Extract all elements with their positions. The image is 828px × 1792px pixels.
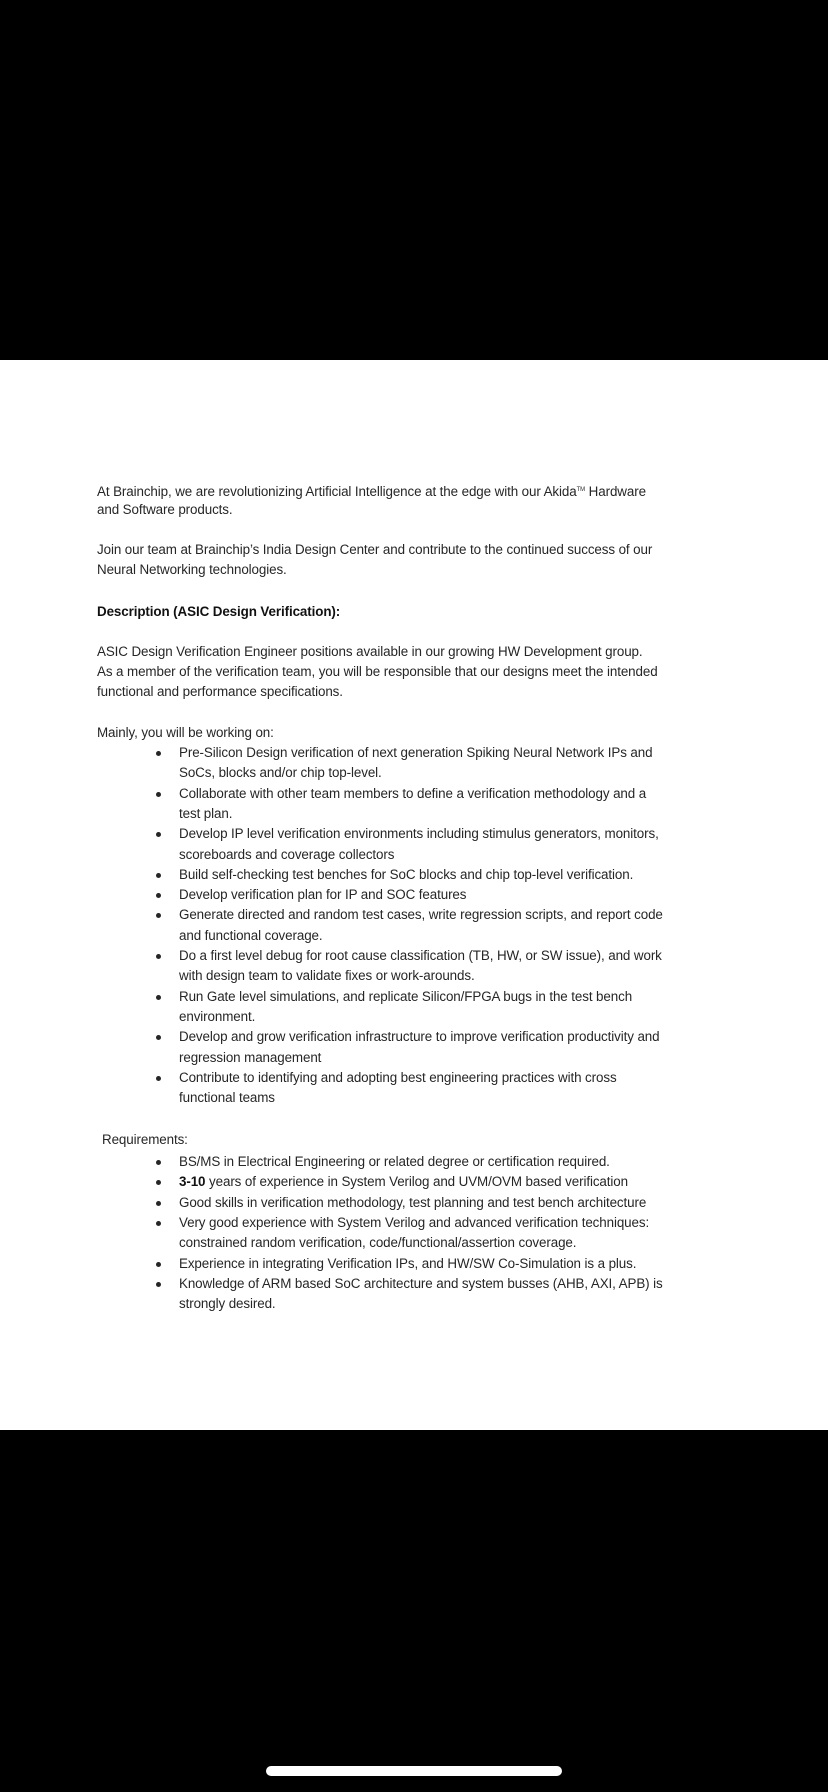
- list-item-text: Experience in integrating Verification IPs, and HW/SW Co-Simulation is a plus.: [179, 1255, 637, 1271]
- list-item-text: Very good experience with System Verilog and advanced verification techniques:: [179, 1214, 650, 1230]
- list-item-text: environment.: [179, 1008, 256, 1024]
- bullet-icon: [156, 954, 161, 959]
- list-item-line: [179, 946, 662, 966]
- list-item-text: Build self-checking test benches for SoC blocks and chip top-level verification.: [179, 866, 634, 882]
- bullet-icon: [156, 873, 161, 878]
- description-line-2: As a member of the verification team, you will be responsible that our designs meet the intended: [97, 664, 658, 679]
- list-item-text: SoCs, blocks and/or chip top-level.: [179, 765, 382, 781]
- bullet-icon: [156, 893, 161, 898]
- list-item-text: Generate directed and random test cases, write regression scripts, and report code: [179, 907, 663, 923]
- bullet-icon: [156, 1076, 161, 1081]
- bullet-icon: [156, 1160, 161, 1165]
- list-item-line: [179, 966, 475, 986]
- list-item-line: [179, 1213, 649, 1233]
- list-item-text: BS/MS in Electrical Engineering or related degree or certification required.: [179, 1154, 610, 1169]
- list-item-text: Contribute to identifying and adopting best engineering practices with cross: [179, 1069, 617, 1085]
- list-item-line: [179, 885, 466, 905]
- list-item-text: with design team to validate fixes or work-arounds.: [179, 968, 475, 984]
- list-item-line: [179, 865, 633, 885]
- list-item-line: [179, 1048, 321, 1068]
- bold-prefix: 3-10: [179, 1174, 206, 1190]
- bullet-icon: [156, 1035, 161, 1040]
- home-indicator[interactable]: [266, 1766, 562, 1776]
- description-line-1: ASIC Design Verification Engineer positions available in our growing HW Development group.: [97, 644, 643, 659]
- bullet-icon: [156, 995, 161, 1000]
- list-item-line: [179, 1172, 628, 1192]
- top-black-bar: [0, 0, 828, 360]
- list-item-text: Run Gate level simulations, and replicate Silicon/FPGA bugs in the test bench: [179, 988, 633, 1004]
- intro-line-2: and Software products.: [97, 502, 233, 517]
- list-item-line: [179, 1088, 275, 1108]
- list-item-text: years of experience in System Verilog and UVM/OVM based verification: [205, 1174, 628, 1190]
- list-item-text: Good skills in verification methodology, test planning and test bench architecture: [179, 1194, 647, 1210]
- list-item-line: [179, 1193, 646, 1213]
- list-item-text: regression management: [179, 1049, 322, 1065]
- bullet-icon: [156, 832, 161, 837]
- join-line-1: Join our team at Brainchip’s India Design Center and contribute to the continued success of our: [97, 542, 653, 557]
- bullet-icon: [156, 1201, 161, 1206]
- list-item-line: [179, 1152, 610, 1172]
- list-item-text: test plan.: [179, 805, 233, 821]
- bullet-icon: [156, 751, 161, 756]
- list-item-line: [179, 804, 232, 824]
- list-item-text: and functional coverage.: [179, 927, 323, 943]
- list-item-line: [179, 763, 382, 783]
- list-item-text: functional teams: [179, 1090, 275, 1106]
- list-item-text: Develop IP level verification environments including stimulus generators, monitors,: [179, 826, 659, 842]
- list-item-line: [179, 845, 394, 865]
- list-item-line: [179, 1294, 276, 1314]
- list-item-line: [179, 987, 632, 1007]
- list-item-line: [179, 926, 323, 946]
- list-item-text: scoreboards and coverage collectors: [179, 846, 395, 862]
- list-item-line: [179, 1068, 617, 1088]
- document-page: [0, 360, 828, 1430]
- description-line-3: functional and performance specifications.: [97, 684, 343, 699]
- list-item-text: Develop and grow verification infrastructure to improve verification productivity and: [179, 1029, 660, 1045]
- bullet-icon: [156, 913, 161, 918]
- bottom-black-bar: [0, 1430, 828, 1792]
- list-item-text: Pre-Silicon Design verification of next generation Spiking Neural Network IPs and: [179, 745, 653, 760]
- list-item-line: [179, 743, 652, 763]
- bullet-icon: [156, 1282, 161, 1287]
- list-item-line: [179, 1233, 576, 1253]
- requirements-label: Requirements:: [102, 1132, 188, 1147]
- list-item-text: Knowledge of ARM based SoC architecture and system busses (AHB, AXI, APB) is: [179, 1275, 663, 1291]
- list-item-text: strongly desired.: [179, 1296, 276, 1312]
- description-heading: Description (ASIC Design Verification):: [97, 604, 341, 619]
- list-item-text: Develop verification plan for IP and SOC features: [179, 887, 467, 903]
- list-item-line: [179, 1274, 663, 1294]
- trademark-mark: TM: [576, 487, 586, 493]
- bullet-icon: [156, 1221, 161, 1226]
- bullet-icon: [156, 1180, 161, 1185]
- list-item-line: [179, 905, 663, 925]
- list-item-line: [179, 1254, 636, 1274]
- intro-line-1: At Brainchip, we are revolutionizing Artificial Intelligence at the edge with our Akida™ Hardware: [97, 484, 646, 499]
- list-item-text: Collaborate with other team members to define a verification methodology and a: [179, 785, 647, 801]
- list-item-line: [179, 1027, 660, 1047]
- list-item-text: constrained random verification, code/functional/assertion coverage.: [179, 1235, 577, 1251]
- list-item-line: [179, 784, 646, 804]
- bullet-icon: [156, 792, 161, 797]
- list-item-line: [179, 1007, 255, 1027]
- list-item-text: Do a first level debug for root cause classification (TB, HW, or SW issue), and work: [179, 948, 662, 963]
- list-item-line: [179, 824, 659, 844]
- working-on-label: Mainly, you will be working on:: [97, 725, 274, 740]
- bullet-icon: [156, 1262, 161, 1267]
- join-line-2: Neural Networking technologies.: [97, 562, 287, 577]
